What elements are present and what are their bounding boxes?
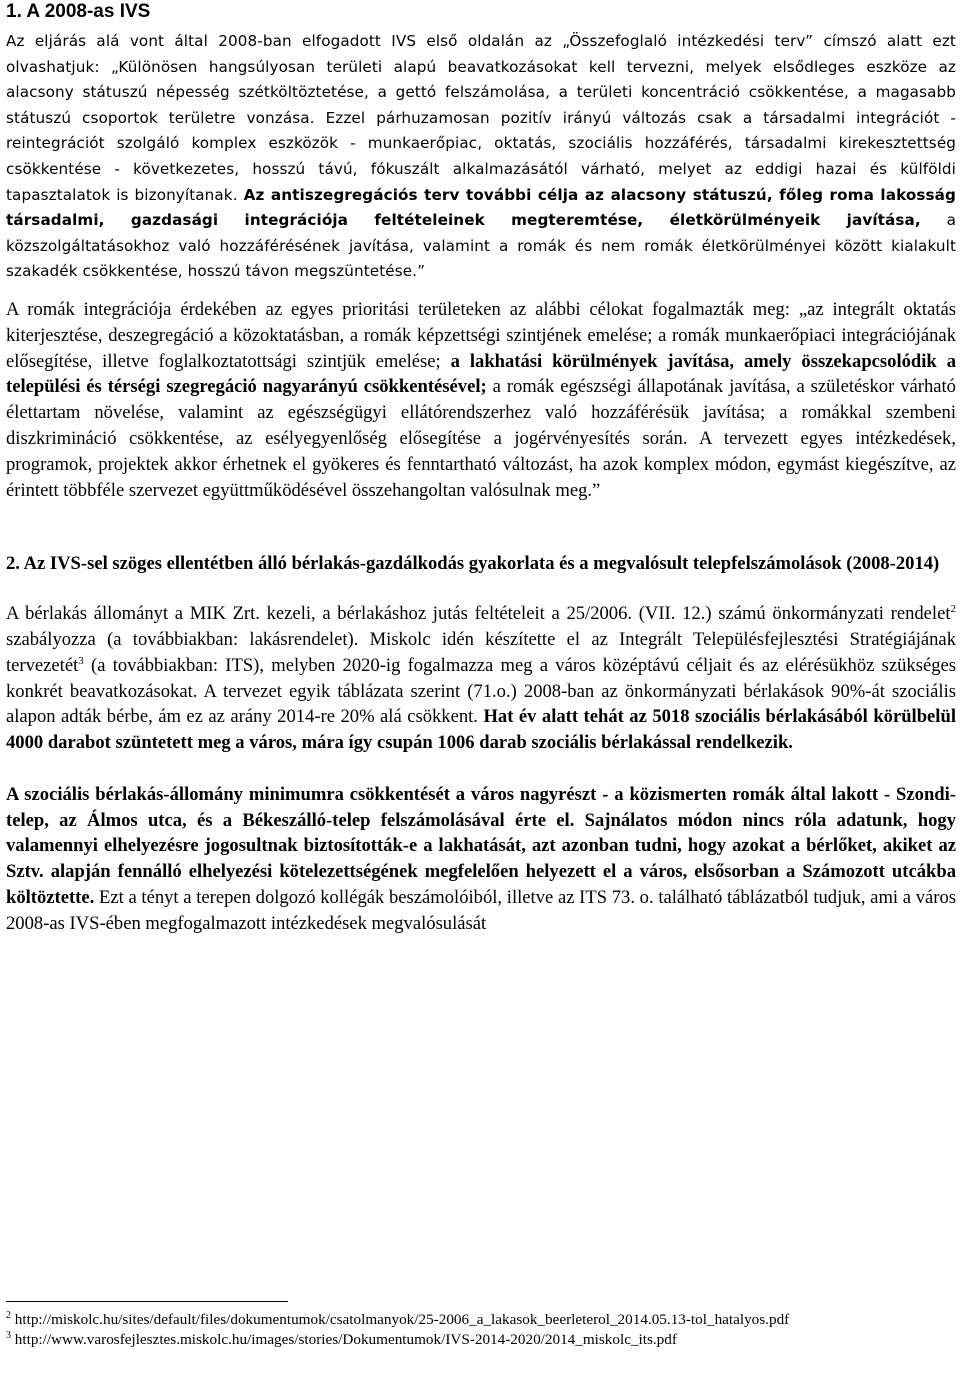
quote-closing-text: a közszolgáltatásokhoz való hozzáférésének javítása, valamint a romák és nem romák életkörülményei között kialakult szakadék csökkentése, hosszú távon megszüntetése.” — [6, 211, 956, 281]
footnotes — [6, 1310, 952, 1349]
integration-goals-text: A romák integrációja érdekében az egyes prioritási területeken az alábbi célokat fogalmazták meg: „az integrált oktatás kiterjesztése, deszegregáció a közoktatásban, a romák képzettségi szintjének emelése; a romák munkaerőpiaci integrációjának elősegítése, illetve foglalkoztatottsági szintjük emelése; — [6, 298, 956, 372]
footnote-number: 3 — [6, 1329, 11, 1341]
footnote-separator — [6, 1301, 288, 1302]
section-2-paragraph-2 — [6, 782, 956, 937]
rental-housing-text-a: A bérlakás állományt a MIK Zrt. kezeli, a bérlakáshoz jutás feltételeit a 25/2006. (VII. 12.) számú önkormányzati rendelet — [6, 603, 951, 625]
section-1-paragraph-1 — [6, 29, 956, 285]
footnote-link[interactable]: http://www.varosfejlesztes.miskolc.hu/images/stories/Dokumentumok/IVS-2014-2020/2014_miskolc_its.pdf — [11, 1330, 677, 1348]
section-2-paragraph-1 — [6, 601, 956, 756]
footnote-ref-3[interactable]: 3 — [78, 654, 84, 667]
settlement-liquidation-tail-text: Ezt a tényt a terepen dolgozó kollégák beszámolóiból, illetve az ITS 73. o. található táblázatból tudjuk, ami a város 2008-as IVS-ében megfogalmazott intézkedések megvalósulását — [6, 887, 956, 934]
footnote-number: 2 — [6, 1309, 11, 1321]
footnote-ref-2[interactable]: 2 — [950, 602, 956, 615]
housing-conditions-bold-text: a lakhatási körülmények javítása, amely összekapcsolódik a települési és térségi szegregáció nagyarányú csökkentésével; — [6, 350, 956, 398]
social-housing-loss-bold-text: Hat év alatt tehát az 5018 szociális bérlakásából körülbelül 4000 darabot szüntetett meg a város, mára így csupán 1006 darab szociális bérlakással rendelkezik. — [6, 706, 956, 754]
settlement-liquidation-bold-text: A szociális bérlakás-állomány minimumra csökkentését a város nagyrészt - a közismerten romák által lakott - Szondi-telep, az Álmos utca, és a Békeszálló-telep felszámolásával érte el. Sajnálatos módon nincs róla adatunk, hogy valamennyi elhelyezésre jogosultnak biztosították-e a lakhatását, azt azonban tudni, hogy azokat a bérlőket, akiket az Sztv. alapján fennálló elhelyezési kötelezettségének megfelelően helyezett el a város, elsősorban a Számozott utcákba költöztette. — [6, 783, 956, 909]
footnote-link[interactable]: http://miskolc.hu/sites/default/files/dokumentumok/csatolmanyok/25-2006_a_lakasok_beerleterol_2014.05.13-tol_hatalyos.pdf — [11, 1311, 790, 1328]
section-1-heading: 1. A 2008-as IVS — [6, 1, 151, 22]
quote-intro-text: Az eljárás alá vont által 2008-ban elfogadott IVS első oldalán az „Összefoglaló intézkedési terv” címszó alatt ezt olvashatjuk: „Különösen hangsúlyosan területi alapú beavatkozásokat kell tervezni, melyek elsődleges eszköze az alacsony státuszú népesség szétköltöztetése, a gettó felszámolása, a területi koncentráció csökkentése, a magasabb státuszú csoportok területre vonzása. Ezzel párhuzamosan pozitív irányú változás csak a társadalmi integrációt - reintegrációt szolgáló komplex eszközök - munkaerőpiac, oktatás, szociális hozzáférés, társadalmi kirekesztettség csökkentése - következetes, hosszú távú, fókuszált alkalmazásától várható, melyet az eddigi hazai és külföldi tapasztalatok is bizonyítanak. — [6, 32, 956, 204]
footnote-3 — [6, 1330, 952, 1350]
integration-goals-closing-text: a romák egészségi állapotának javítása, a születéskor várható élettartam növelése, valamint az egészségügyi ellátórendszerhez való hozzáférésük javítása; a romákkal szembeni diszkrimináció csökkentése, az esélyegyenlőség elősegítése a jogérvényesítés során. A tervezett egyes intézkedések, programok, projektek akkor érhetnek el gyökeres és fenntartható változást, ha azok komplex módon, egymást kiegészítve, az érintett többféle szervezet együttműködésével összehangoltan valósulnak meg.” — [6, 376, 956, 501]
antisegregation-goal-bold-text: Az antiszegregációs terv további célja az alacsony státuszú, főleg roma lakosság társadalmi, gazdasági integrációja feltételeinek megteremtése, életkörülményeik javítása, — [6, 185, 956, 230]
section-1-paragraph-2 — [6, 297, 956, 503]
footnote-2 — [6, 1310, 952, 1330]
rental-housing-text-c: (a továbbiakban: ITS), melyben 2020-ig fogalmazza meg a város középtávú céljait és az elérésükhöz szükséges konkrét beavatkozásokat. A tervezet egyik táblázata szerint (71.o.) 2008-ban az önkormányzati bérlakások 90%-át szociális alapon adták bérbe, ám ez az arány 2014-re 20% alá csökkent. — [6, 654, 956, 728]
section-2-heading: 2. Az IVS-sel szöges ellentétben álló bérlakás-gazdálkodás gyakorlata és a megvalósult telepfelszámolások (2008-2014) — [6, 553, 940, 575]
rental-housing-text-b: szabályozza (a továbbiakban: lakásrendelet). Miskolc idén készítette el az Integrált Településfejlesztési Stratégiájának tervezetét — [6, 628, 956, 676]
